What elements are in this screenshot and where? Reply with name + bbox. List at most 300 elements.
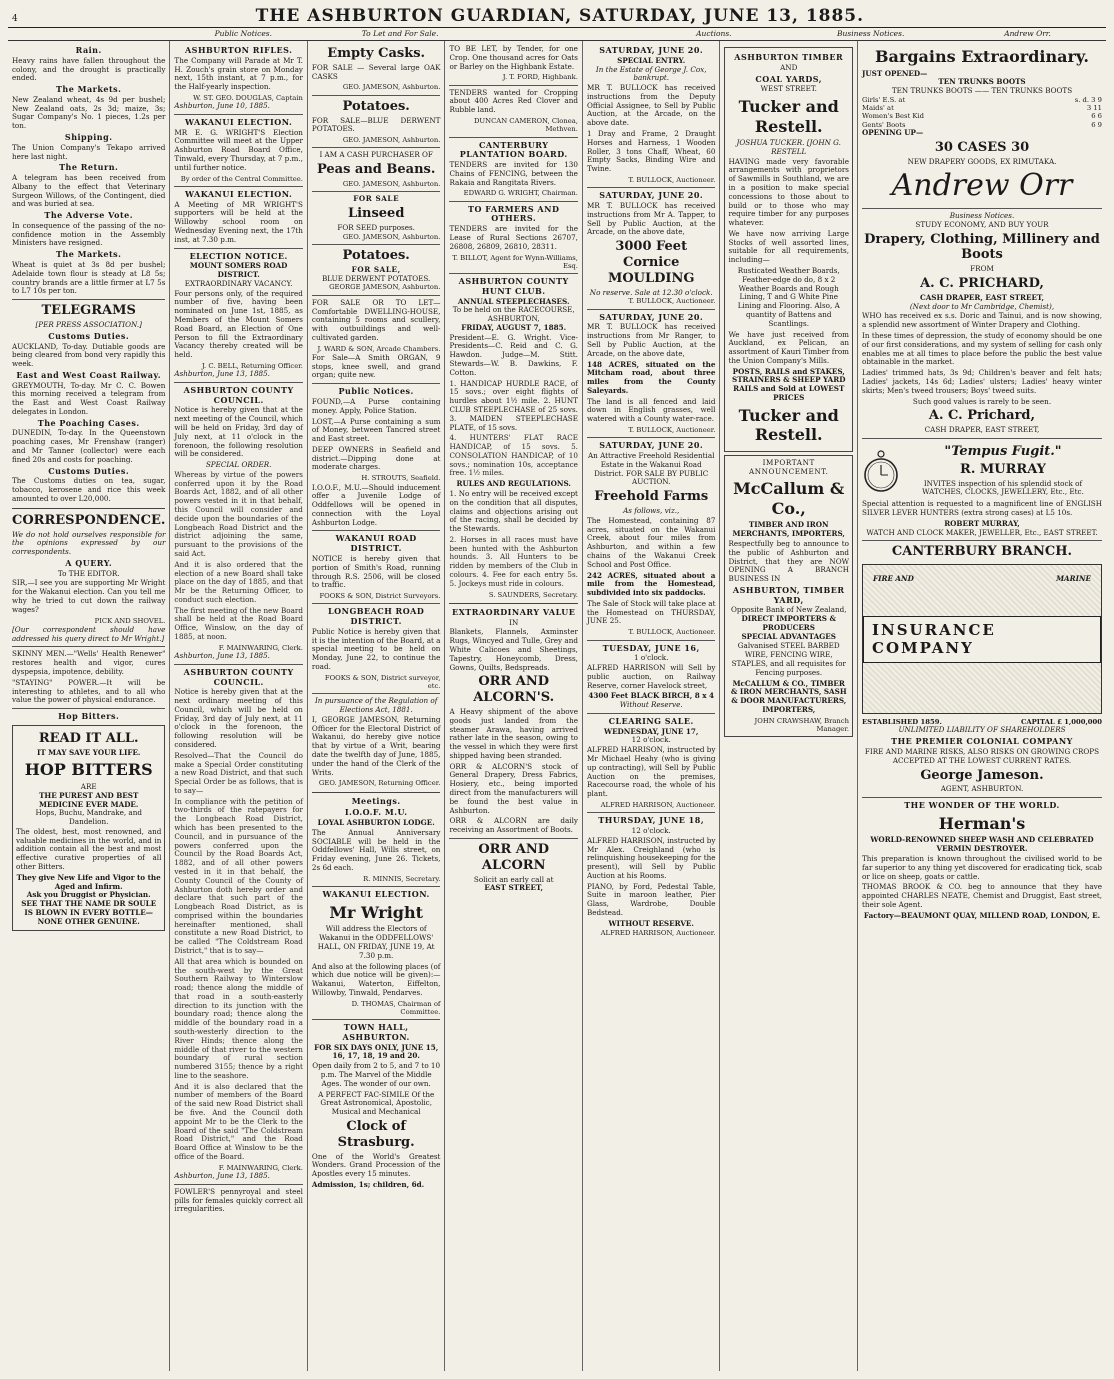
potatoes2-heading: Potatoes.	[342, 248, 410, 264]
divider	[587, 640, 716, 641]
casks-signature: GEO. JAMESON, Ashburton.	[342, 83, 441, 92]
potatoes2-text: BLUE DERWENT POTATOES.	[322, 273, 431, 283]
column-6	[720, 41, 858, 1371]
divider	[862, 438, 1102, 439]
price-value: 3 11	[1086, 104, 1102, 113]
hop-bitters-ad	[12, 725, 165, 931]
newspaper-title: THE ASHBURTON GUARDIAN, SATURDAY, JUNE 13, 1885.	[255, 6, 865, 26]
hunt-text: President—E. G. Wright. Vice-Presidents—C. Reid and C. G. Hawdon. Judge—M. Stitt. Stewards—W. B. Dawkins, F. Cotton.	[449, 332, 578, 377]
special-order: SPECIAL ORDER.	[205, 460, 272, 470]
clock-pre: A PERFECT FAC-SIMILE Of the Great Astronomical, Apostolic, Musical and Mechanical	[318, 1089, 435, 1117]
wright-heading: Mr Wright	[329, 902, 424, 922]
hunt-list-more: 4. HUNTERS' FLAT RACE HANDICAP, of 15 sovs. 5. CONSOLATION HANDICAP, of 10 sovs.; nomination 10s, acceptance free. 1½ miles.	[449, 433, 578, 478]
divider	[862, 540, 1102, 541]
prichard-sub: CASH DRAPER, EAST STREET,	[919, 292, 1045, 302]
divider	[587, 713, 716, 714]
prichard-note: Such good values is rarely to be seen.	[912, 396, 1052, 406]
sat20d-text: An Attractive Freehold Residential Estate in the Wakanui Road District. FOR SALE BY PUBLIC AUCTION.	[587, 451, 715, 487]
tucker-restell-foot: Tucker and Restell.	[738, 405, 839, 445]
sat20c-heading: SATURDAY, JUNE 20.	[599, 311, 704, 322]
divider	[449, 201, 578, 202]
hop-ad-subhead: IT MAY SAVE YOUR LIFE.	[36, 747, 141, 757]
mccallum-advantages: SPECIAL ADVANTAGES	[741, 631, 836, 641]
town-hall-sub: FOR SIX DAYS ONLY, JUNE 15, 16, 17, 18, 19 and 20.	[314, 1042, 439, 1061]
notice-heading: ELECTION NOTICE.	[189, 250, 288, 261]
orr-heading: ORR AND ALCORN'S.	[473, 674, 555, 706]
sale25-signature: T. BULLOCK, Auctioneer.	[628, 628, 716, 637]
mccallum-heading: McCallum & Co.,	[733, 479, 845, 518]
seal-right-label: MARINE	[1056, 574, 1091, 584]
hunt-heading: ASHBURTON COUNTY HUNT CLUB.	[458, 276, 569, 296]
hunt-place: To be held on the RACECOURSE, ASHBURTON,	[452, 305, 575, 324]
divider	[312, 886, 441, 887]
council-body: Whereas by virtue of the powers conferred upon it by the Road Boards Act, 1882, and of all other powers vested in it in that behalf, this Council will consider and decide upon the boundaries of the Longbeach Road District and the district adjoining the same, pursuant to the provisions of the said Act.	[174, 469, 303, 558]
divider	[312, 383, 441, 384]
sat20b-text: MR T. BULLOCK has received instructions from Mr A. Tapper, to Sell by Public Auction, at the Arcade, on the above date,	[586, 200, 716, 237]
divider	[312, 693, 441, 694]
council2-body-4: And it is also declared that the number of members of the Board of the said new Road District shall be five. And the Council doth appoint Mr to be the Clerk to the Board of the said "The Coldstream Road District," and the Road Board Office at Winslow to be the office of the Board.	[174, 1081, 303, 1161]
customs-text: AUCKLAND, To-day. Dutiable goods are being cleared from bond very rapidly this week.	[12, 341, 166, 369]
peas-heading: Peas and Beans.	[316, 162, 436, 178]
council2-body-2: In compliance with the petition of two-thirds of the ratepayers for the Longbeach Road District, which has been presented to the Council, and in pursuance of the powers conferred upon the Council by the Road Boards Act, 1882, and of all other powers vested in it in that behalf, the County Council of the County of Ashburton doth hereby order and declare that such part of the Longbeach Road District, as is comprised within the boundaries hereinafter mentioned, shall constitute a new Road District, to be called "The Coldstream Road District," that is to say—	[174, 796, 303, 955]
hunt-list: 1. HANDICAP HURDLE RACE, of 15 sovs.; over eight flights of hurdles about 1½ mile. 2. HUNT CLUB STEEPLECHASE of 25 sovs. 3. MAIDEN STEEPLECHASE PLATE, of 15 sovs.	[449, 378, 578, 432]
tue16-item: 4300 Feet BLACK BIRCH, 8 x 4	[588, 691, 714, 701]
boots-heading: TEN TRUNKS BOOTS	[938, 77, 1026, 87]
divider	[12, 646, 165, 647]
hermans-foot: THOMAS BROOK & CO. beg to announce that they have appointed CHARLES NEATE, Chemist and Druggist, East street, their sole Agent.	[862, 882, 1102, 909]
wed17-signature: ALFRED HARRISON, Auctioneer.	[600, 800, 716, 809]
sale-text: For Sale—A Smith ORGAN, 9 stops, knee swell, and grand organ; quite new.	[311, 352, 441, 380]
column-3	[308, 41, 446, 1371]
sat20-text: MR T. BULLOCK has received instructions from the Deputy Official Assignee, to Sell by Public Auction, at the Arcade, on the above date.	[586, 83, 716, 128]
election-signature: GEO. JAMESON, Returning Officer.	[318, 779, 441, 788]
railway-heading: East and West Coast Railway.	[16, 369, 161, 380]
found-text: FOUND,—A Purse containing money. Apply, Police Station.	[311, 397, 441, 415]
iof-sub: LOYAL ASHBURTON LODGE.	[317, 818, 435, 828]
murray-ad	[862, 442, 1102, 499]
mccallum-text: Respectfully beg to announce to the public of Ashburton and District, that they are NOW OPENING A BRANCH BUSINESS IN	[728, 538, 849, 584]
moulding-heading: 3000 Feet Cornice MOULDING	[607, 239, 695, 286]
sheep-text: DEEP OWNERS in Seafield and district.—Dipping done at moderate charges.	[311, 444, 441, 472]
price-row	[862, 112, 1102, 120]
divider	[312, 191, 441, 192]
cases-sub: NEW DRAPERY GOODS, EX RIMUTAKA.	[907, 156, 1057, 166]
prichard-text: WHO has received ex s.s. Doric and Tainui, and is now showing, a splendid new assortment of Winter Drapery and Clothing.	[862, 311, 1102, 330]
extra-value-heading: EXTRAORDINARY VALUE	[452, 606, 576, 617]
price-item: Women's Best Kid	[862, 112, 924, 121]
hop-ad-desc: THE PUREST AND BEST MEDICINE EVER MADE.	[38, 790, 139, 809]
wakanui1-heading: WAKANUI ELECTION.	[185, 116, 293, 127]
divider	[312, 530, 441, 531]
markets-heading: The Markets.	[55, 84, 122, 95]
wakanui2-heading: WAKANUI ELECTION.	[185, 188, 293, 199]
hunt-signature: S. SAUNDERS, Secretary.	[488, 590, 578, 599]
capital: CAPITAL £ 1,000,000	[1020, 718, 1102, 727]
just-opened: JUST OPENED—	[862, 68, 928, 78]
forsale-2: FOR SALE,	[351, 264, 401, 274]
rules-text: 1. No entry will be received except on the condition that all disputes, claims and objections arising out of the racing, shall be decided by the Stewards.	[449, 488, 578, 534]
telegrams-sub: [PER PRESS ASSOCIATION.]	[35, 319, 142, 329]
tucker-restell-list-2: POSTS, RAILS and STAKES, STRAINERS & SHEEP YARD RAILS and Sold at LOWEST PRICES	[732, 366, 846, 402]
linseed-text: FOR SEED purposes.	[337, 222, 415, 232]
prichard-foot-2: CASH DRAPER, EAST STREET,	[924, 425, 1040, 435]
thu18-items: PIANO, by Ford, Pedestal Table, Suite in maroon leather, Pier Glass, Wardrobe, Double Bedstead.	[586, 881, 716, 917]
george-jameson-heading: George Jameson.	[920, 767, 1044, 783]
wakanui-road-text: NOTICE is hereby given that portion of Smith's Road, running through R.S. 2506, will be closed to traffic.	[311, 553, 441, 590]
timber-and: AND	[780, 62, 798, 72]
mccallum-sub: TIMBER AND IRON MERCHANTS, IMPORTERS,	[732, 520, 845, 539]
price-item: Girls' E.S. at	[862, 95, 906, 104]
council2-signature: F. MAINWARING, Clerk.	[218, 1163, 303, 1172]
prichard-list: Ladies' trimmed hats, 3s 9d; Children's beaver and felt hats; Ladies' jackets, 14s 6d; Ladies' ulsters; Ladies' heavy winter skirts; Men's tweed trousers; Boys' tweed suits.	[862, 368, 1102, 395]
divider	[587, 187, 716, 188]
divider	[12, 508, 165, 509]
hop-ad-tail: They give New Life and Vigor to the Aged and Infirm.	[16, 872, 161, 891]
council2-date: Ashburton, June 13, 1885.	[174, 1171, 270, 1180]
hop-ad-ask: Ask you Druggist or Physician.	[26, 890, 151, 900]
hop-heading: Hop Bitters.	[58, 711, 120, 722]
tenders-signature: DUNCAN CAMERON, Clonea, Methven.	[473, 116, 578, 134]
liability: UNLIMITED LIABILITY OF SHAREHOLDERS	[898, 725, 1066, 735]
rifles-heading: ASHBURTON RIFLES.	[184, 45, 293, 55]
hunt-date: FRIDAY, AUGUST 7, 1885.	[461, 322, 567, 332]
return-text: A telegram has been received from Albany to the effect that Veterinary Surgeon Willows, of the Contingent, died and was buried at sea.	[12, 173, 166, 209]
sat20-heading: SATURDAY, JUNE 20.	[599, 45, 704, 55]
sat20-estate: In the Estate of George J. Cox, bankrupt.	[595, 64, 707, 83]
council2-body: Resolved—That the Council do make a Special Order constituting a new Road District, and that such Special Order be as follows, that is to say—	[174, 750, 303, 795]
rifles-date: Ashburton, June 10, 1885.	[174, 101, 270, 111]
column-4	[445, 41, 583, 1371]
lease-signature: J. WARD & SON, Arcade Chambers.	[317, 344, 441, 353]
query-text: SIR,—I see you are supporting Mr Wright for the Wakanui election. Can you tell me why he tried to cut down the railway wages?	[12, 578, 166, 614]
town-hall-heading: TOWN HALL, ASHBURTON.	[342, 1022, 410, 1042]
wed17-heading: WEDNESDAY, JUNE 17,	[604, 726, 699, 736]
tue16-text: ALFRED HARRISON will Sell by public auction, on Railway Reserve, corner Havelock street,	[586, 663, 716, 690]
tucker-restell-names: JOSHUA TUCKER. [JOHN G. RESTELL	[736, 138, 841, 156]
prichard-address: (Next door to Mr Cambridge, Chemist),	[909, 301, 1055, 311]
timber-heading: ASHBURTON TIMBER	[734, 52, 844, 62]
longbeach-heading: LONGBEACH ROAD DISTRICT.	[328, 606, 425, 627]
lot-242: 242 ACRES, situated about a mile from the Homestead, subdivided into six paddocks.	[586, 570, 716, 598]
timber-yard-ad	[724, 47, 853, 452]
rifles-text: The Company will Parade at Mr T. H. Zouch's grain store on Monday next, 15th instant, at 7 p.m., for the Half-yearly inspection.	[174, 55, 303, 92]
sheep-signature: H. STROUTS, Seafield.	[361, 474, 441, 483]
poaching-heading: The Poaching Cases.	[37, 417, 140, 428]
wright-signature: D. THOMAS, Chairman of Committee.	[351, 999, 441, 1016]
wakanui3-heading: WAKANUI ELECTION.	[322, 889, 430, 900]
prichard-text-2: In these times of depression, the study of economy should be one of our first considerations, and my system of selling for cash only enables me at all times to place before the public the best value obtainable in the market.	[862, 331, 1102, 367]
mccallum-list: Galvanised STEEL BARBED WIRE, FENCING WIRE, STAPLES, and all requisites for Fencing purposes.	[731, 641, 846, 677]
acres-text: The land is all fenced and laid down in English grasses, well watered with a County water-race.	[586, 396, 716, 424]
coal-heading: COAL YARDS,	[755, 73, 823, 84]
column-header-6: Business Notices.	[837, 29, 905, 39]
customs2-text: The Customs duties on tea, sugar, tobacco, kerosene and rice this week amounted to over L20,000.	[12, 476, 166, 503]
freehold-sub: As follows, viz.,	[623, 506, 680, 516]
extra-value-in: IN	[509, 617, 519, 627]
council2-body-3: All that area which is bounded on the south-west by the Great Southern Railway to Winterslow road; thence along the middle of that road in a south-easterly direction to its junction with the boundary road; thence along the middle of the boundary road in a south-westerly direction to the River Hinds; thence along the middle of that river to the western boundary of rural section numbered 3155; thence by a right line to the seashore.	[174, 956, 303, 1080]
council-date: Ashburton, June 13, 1885.	[174, 651, 270, 661]
skinny-text: SKINNY MEN.—"Wells' Health Renewer" restores health and vigor, cures dyspepsia, impotence, debility.	[12, 649, 166, 676]
george-jameson-sub: AGENT, ASHBURTON.	[940, 784, 1024, 794]
council-body-3: The first meeting of the new Board shall be held at the Road Board Office, Winslow, on the day of 1885, at noon.	[174, 605, 303, 641]
sat20-sub: SPECIAL ENTRY.	[617, 55, 686, 65]
rules-heading: RULES AND REGULATIONS.	[456, 479, 571, 489]
thu18-text: ALFRED HARRISON, instructed by Mr Alex. Creighland (who is relinquishing housekeeping for the present), will Sell by Public Auction at his Rooms.	[586, 835, 716, 880]
divider	[174, 186, 303, 187]
column-2	[170, 41, 308, 1371]
hunt-sub: ANNUAL STEEPLECHASES.	[457, 296, 570, 306]
longbeach-text: Public Notice is hereby given that it is the intention of the Board, at a special meeting to be held on Monday, June 22, to continue the road.	[311, 626, 441, 671]
business-heading: Business Notices.	[949, 211, 1015, 220]
divider	[174, 114, 303, 115]
price-value: 6 6	[1091, 112, 1102, 121]
colonial-heading: THE PREMIER COLONIAL COMPANY	[891, 736, 1073, 747]
mccallum-place: ASHBURTON, TIMBER YARD,	[732, 584, 845, 605]
sat20d-heading: SATURDAY, JUNE 20.	[599, 440, 704, 451]
notice-sub2: EXTRAORDINARY VACANCY.	[184, 278, 293, 288]
customs2-heading: Customs Duties.	[48, 465, 130, 476]
potatoes-signature: GEO. JAMESON, Ashburton.	[342, 136, 441, 145]
seal-left-label: FIRE AND	[873, 574, 914, 584]
seal-text: INSURANCE COMPANY	[863, 616, 1101, 663]
tobuy-signature: J. T. FORD, Highbank.	[502, 73, 578, 82]
coal-sub: WEST STREET.	[760, 84, 817, 94]
vote-heading: The Adverse Vote.	[44, 210, 134, 221]
poaching-text: DUNEDIN, To-day. In the Queenstown poaching cases, Mr Frenshaw (ranger) and Mr Tanner (collector) were each fined 20s and costs for poaching.	[12, 428, 166, 464]
markets-text: New Zealand wheat, 4s 9d per bushel; New Zealand oats, 2s 3d; maize, 3s; Sugar Company's No. 1 pieces, 1.2s per ton.	[12, 94, 166, 131]
divider	[449, 838, 578, 839]
query-heading: A QUERY.	[65, 557, 113, 568]
sat20c-signature: T. BULLOCK, Auctioneer.	[628, 426, 716, 435]
murray-text: INVITES inspection of his splendid stock of WATCHES, CLOCKS, JEWELLERY, Etc., Etc.	[922, 478, 1084, 497]
column-header-7: Andrew Orr.	[1004, 29, 1051, 39]
mccallum-direct: DIRECT IMPORTERS & PRODUCERS	[741, 614, 836, 632]
notice-date: Ashburton, June 13, 1885.	[174, 369, 270, 379]
page-number: 4	[12, 14, 18, 24]
wakanui1-text: MR E. G. WRIGHT'S Election Committee will meet at the Upper Ashburton Road Board Office, Tinwald, every Thursday, at 7 p.m., until further notice.	[174, 127, 303, 172]
divider	[312, 147, 441, 148]
lost-text: LOST,—A Purse containing a sum of Money, between Tancred street and East street.	[311, 416, 441, 444]
hermans-sub: WORLD-RENOWNED SHEEP WASH AND CELEBRATED VERMIN DESTROYER.	[870, 835, 1094, 854]
opening-up: OPENING UP—	[862, 127, 924, 137]
ioomu-text: I.O.O.F., M.U.—Should inducement offer a Juvenile Lodge of Oddfellows will be opened in connection with the Loyal Ashburton Lodge.	[311, 482, 441, 527]
insurance-company-seal	[862, 564, 1102, 714]
pocket-watch-icon	[862, 448, 900, 494]
hop-ad-are: ARE	[80, 782, 97, 791]
orr-text: A Heavy shipment of the above goods just landed from the steamer Arawa, having arrived rather late in the season, owing to the vessel in which they were first shipped having been stranded.	[449, 707, 578, 760]
council2-text: Notice is hereby given that at the next ordinary meeting of this Council, which will be held on Friday, 3rd day of July next, at 11 o'clock in the forenoon, the following resolution will be considered.	[174, 687, 303, 749]
markets2-text: Wheat is quiet at 3s 8d per bushel; Adelaide town flour is steady at L8 5s; country brands are a little firmer at L7 5s to L7 10s per ton.	[12, 260, 166, 296]
column-header-3: To Let and For Sale.	[361, 29, 439, 39]
sat20b-heading: SATURDAY, JUNE 20.	[599, 190, 704, 201]
casks-text: FOR SALE — Several large OAK CASKS	[311, 62, 441, 81]
tobuy-text: TO BE LET, by Tender, for one Crop. One thousand acres for Oats or Barley on the Highbank Estate.	[449, 44, 578, 71]
cases-heading: 30 CASES 30	[934, 139, 1030, 155]
thu18-time: 12 o'clock.	[631, 825, 671, 835]
mccallum-manager: JOHN CRAWSHAW, Branch Manager.	[754, 716, 849, 733]
staying-text: "STAYING" POWER.—It will be interesting to athletes, and to all who value the power of physical endurance.	[12, 677, 166, 705]
price-row	[862, 104, 1102, 112]
from-label: FROM	[970, 264, 994, 274]
correspondence-note: We do not hold ourselves responsible for the opinions expressed by our correspondents.	[12, 529, 166, 557]
mccallum-signature: McCALLUM & CO., TIMBER & IRON MERCHANTS, SASH & DOOR MANUFACTURERS, IMPORTERS,	[730, 678, 847, 714]
boots-price-list	[862, 96, 1102, 129]
linseed-signature: GEO. JAMESON, Ashburton.	[342, 232, 441, 241]
divider	[449, 603, 578, 604]
murray-text-2: Special attention is requested to a magnificent line of ENGLISH SILVER LEVER HUNTERS (extra strong cases) at L5 10s.	[862, 499, 1102, 517]
divider	[174, 664, 303, 665]
clock-foot: Admission, 1s; children, 6d.	[311, 1180, 425, 1189]
council-text: Notice is hereby given that at the next meeting of the Council, which will be held on Friday, 3rd day of July next, at 11 o'clock in the forenoon, the following resolution will be considered.	[174, 405, 303, 459]
hop-ad-list: Hops, Buchu, Mandrake, and Dandelion.	[35, 808, 142, 827]
council2-heading: ASHBURTON COUNTY COUNCIL.	[183, 666, 294, 687]
query-to: To THE EDITOR.	[57, 568, 120, 578]
markets2-heading: The Markets.	[55, 249, 122, 260]
murray-text-block	[904, 442, 1102, 499]
election-text: I, GEORGE JAMESON, Returning Officer for the Electoral District of Wakanui, do hereby give notice that by virtue of a Writ, bearing date the twelfth day of June, 1885, under the hand of the Clerk of the Writs.	[311, 714, 441, 777]
orr-text-2: ORR & ALCORN'S stock of General Drapery, Dress Fabrics, Hosiery, etc., being imported direct from the manufacturers will be found the best value in Ashburton.	[449, 761, 578, 815]
price-row	[862, 96, 1102, 104]
iof-heading: I.O.O.F. M.U.	[344, 807, 408, 818]
divider	[312, 244, 441, 245]
farmers-text: TENDERS are invited for the Lease of Rural Sections 26707, 26808, 26809, 26810, 28311.	[449, 224, 578, 251]
meetings-heading: Meetings.	[351, 795, 401, 806]
lease-text: FOR SALE OR TO LET—Comfortable DWELLING-HOUSE, containing 5 rooms and scullery, with outbuildings and well-cultivated garden.	[311, 297, 441, 342]
sat20-signature: T. BULLOCK, Auctioneer.	[628, 175, 716, 184]
prichard-foot: A. C. Prichard,	[928, 408, 1036, 424]
moulding-note: No reserve. Sale at 12.30 o'clock.	[589, 287, 713, 297]
tucker-restell-text-3: We have just received from Auckland, ex Pelican, an assortment of Kauri Timber from the Union Company's Mills.	[728, 329, 849, 365]
peas-pre: I AM A CASH PURCHASER OF	[319, 150, 433, 160]
rules-more: 2. Horses in all races must have been hunted with the Ashburton hounds. 3. All Hunters to be ridden by members of the Club in colours. 4. Fee for each entry 5s. 5. Jockeys must ride in colours.	[449, 534, 578, 588]
andrew-orr-signature: Andrew Orr	[891, 168, 1073, 204]
fowler-text: FOWLER'S pennyroyal and steel pills for females quickly correct all irregularities.	[174, 1186, 303, 1214]
divider	[174, 1184, 303, 1185]
wed17-text: ALFRED HARRISON, instructed by Mr Michael Heahy (who is giving up contracting), will Sell by Public Auction on the premises, Racecourse road, the whole of his plant.	[586, 745, 716, 799]
divider	[312, 603, 441, 604]
shipping-heading: Shipping.	[64, 131, 113, 142]
iof-signature: R. MINNIS, Secretary.	[363, 874, 441, 883]
column-5	[583, 41, 721, 1371]
election-pre: In pursuance of the Regulation of Elections Act, 1881.	[314, 696, 438, 715]
hermans-heading: Herman's	[938, 813, 1026, 833]
canterbury-plantation-signature: EDWARD G. WRIGHT, Chairman.	[463, 189, 578, 198]
linseed-heading: Linseed	[347, 206, 405, 222]
mccallum-address: Opposite Bank of New Zealand,	[730, 605, 847, 615]
divider	[174, 248, 303, 249]
tucker-restell-heading: Tucker and Restell.	[738, 97, 839, 136]
mccallum-pre: IMPORTANT ANNOUNCEMENT.	[748, 457, 829, 476]
masthead	[8, 6, 1106, 28]
divider	[312, 1019, 441, 1020]
potatoes2-signature: GEORGE JAMESON, Ashburton.	[329, 283, 441, 292]
divider	[587, 812, 716, 813]
divider	[587, 437, 716, 438]
longbeach-signature: FOOKS & SON, District surveyor, etc.	[324, 673, 441, 691]
divider	[12, 299, 165, 300]
vote-text: In consequence of the passing of the no-confidence motion in the Assembly Ministers have resigned.	[12, 220, 166, 248]
divider	[862, 208, 1102, 209]
hermans-text: This preparation is known throughout the civilised world to be far superior to any thing yet discovered for eradicating tick, scab or lice on sheep, goats or cattle.	[862, 854, 1102, 881]
bargains-heading: Bargains Extraordinary.	[875, 47, 1089, 66]
mccallum-ad	[724, 455, 853, 738]
drapery-heading: Drapery, Clothing, Millinery and Boots	[864, 231, 1100, 263]
orr-foot-heading: ORR AND ALCORN	[478, 841, 550, 873]
tue16-note: Without Reserve.	[619, 700, 683, 710]
column-header-2: Public Notices.	[214, 29, 272, 39]
clearing-heading: CLEARING SALE.	[608, 715, 694, 726]
council-body-2: And it is also ordered that the election of a new Board shall take place on the day of 1885, and that Mr be the Returning Officer, to conduct such election.	[174, 559, 303, 604]
divider	[312, 295, 441, 296]
forsale-1: FOR SALE	[353, 194, 400, 204]
freehold-heading: Freehold Farms	[594, 489, 709, 505]
tue16-heading: TUESDAY, JUNE 16,	[602, 642, 700, 653]
hop-ad-title: HOP BITTERS	[24, 760, 153, 780]
orr-text-3: ORR & ALCORN are daily receiving an Assortment of Boots.	[449, 816, 578, 835]
potatoes-heading: Potatoes.	[342, 98, 410, 114]
sat20c-text: MR T. BULLOCK has received instructions from Mr Ranger, to Sell by Public Auction, at the Arcade, on the above date,	[586, 322, 716, 358]
tempus-fugit: "Tempus Fugit."	[944, 443, 1062, 459]
clock-text: One of the World's Greatest Wonders. Grand Procession of the Apostles every 15 minutes.	[311, 1151, 441, 1179]
clock-heading: Clock of Strasburg.	[337, 1118, 415, 1150]
study-heading: STUDY ECONOMY, AND BUY YOUR	[915, 219, 1049, 229]
casks-heading: Empty Casks.	[327, 46, 426, 61]
price-value: 6 9	[1091, 120, 1102, 129]
column-1	[8, 41, 170, 1371]
divider	[449, 273, 578, 274]
divider	[862, 797, 1102, 798]
council-signature: F. MAINWARING, Clerk.	[218, 643, 303, 652]
wed17-time: 12 o'clock.	[631, 735, 671, 745]
murray-heading: R. MURRAY	[960, 461, 1046, 477]
moulding-signature: T. BULLOCK, Auctioneer.	[628, 297, 716, 306]
peas-signature: GEO. JAMESON, Ashburton.	[342, 180, 441, 189]
wonder-heading: THE WONDER OF THE WORLD.	[904, 800, 1060, 811]
divider	[12, 708, 165, 709]
column-header-5: Auctions.	[696, 29, 732, 39]
wakanui2-text: A Meeting of MR WRIGHT'S supporters will be held at the Willowby school room on Wednesday Evening next, the 17th inst, at 7.30 p.m.	[174, 199, 303, 244]
thu18-heading: THURSDAY, JUNE 18,	[598, 815, 705, 826]
colonial-text: FIRE AND MARINE RISKS, ALSO RISKS ON GROWING CROPS ACCEPTED AT THE LOWEST CURRENT RATES.	[864, 747, 1100, 765]
tucker-restell-text: HAVING made very favorable arrangements with proprietors of Sawmills in Southland, we are in a position to make special concessions to those about to build or to those who may require timber for any purposes whatever.	[728, 156, 849, 228]
town-hall-text: Open daily from 2 to 5, and 7 to 10 p.m. The Marvel of the Middle Ages. The wonder of our own.	[312, 1061, 441, 1088]
divider	[587, 309, 716, 310]
canterbury-branch-heading: CANTERBURY BRANCH.	[891, 544, 1073, 560]
price-item: Maids' at	[862, 104, 894, 113]
divider	[312, 792, 441, 793]
shipping-text: The Union Company's Tekapo arrived here last night.	[12, 142, 166, 161]
divider	[449, 85, 578, 86]
hop-ad-foot: SEE THAT THE NAME DR SOULE IS BLOWN IN EVERY BOTTLE—NONE OTHER GENUINE.	[21, 899, 157, 926]
wakanui-road-heading: WAKANUI ROAD DISTRICT.	[335, 533, 417, 554]
canterbury-plantation-heading: CANTERBURY PLANTATION BOARD.	[459, 139, 568, 160]
acres-heading: 148 ACRES, situated on the Mitcham road, about three miles from the County Saleyards.	[586, 359, 716, 395]
established: ESTABLISHED 1859.	[862, 718, 942, 727]
columns	[8, 41, 1106, 1371]
rifles-signature: W. ST. GEO. DOUGLAS, Captain	[193, 93, 303, 102]
farmers-signature: T. BILLOT, Agent for Wynn-Williams, Esq.	[452, 253, 578, 270]
canterbury-plantation-text: TENDERS are invited for 130 Chains of FENCING, between the Rakaia and Rangitata Rivers.	[449, 160, 578, 187]
wakanui1-signature: By order of the Central Committee.	[180, 174, 303, 183]
wright-tail: And also at the following places (of which due notice will be given):—Wakanui, Waterton, Eiffelton, Willowby, Tinwald, Pendarves.	[311, 961, 441, 997]
column-headers	[8, 28, 1106, 41]
sale25-text: The Sale of Stock will take place at the Homestead on THURSDAY, JUNE 25.	[586, 598, 716, 626]
prichard-heading: A. C. PRICHARD,	[920, 276, 1044, 292]
tue16-time: 1 o'clock.	[633, 653, 669, 663]
customs-heading: Customs Duties.	[48, 330, 130, 341]
hop-ad-text: The oldest, best, most renowned, and valuable medicines in the world, and in addition contain all the best and most effective curative properties of all other Bitters.	[16, 826, 162, 872]
hop-ad-headline: READ IT ALL.	[38, 730, 139, 746]
